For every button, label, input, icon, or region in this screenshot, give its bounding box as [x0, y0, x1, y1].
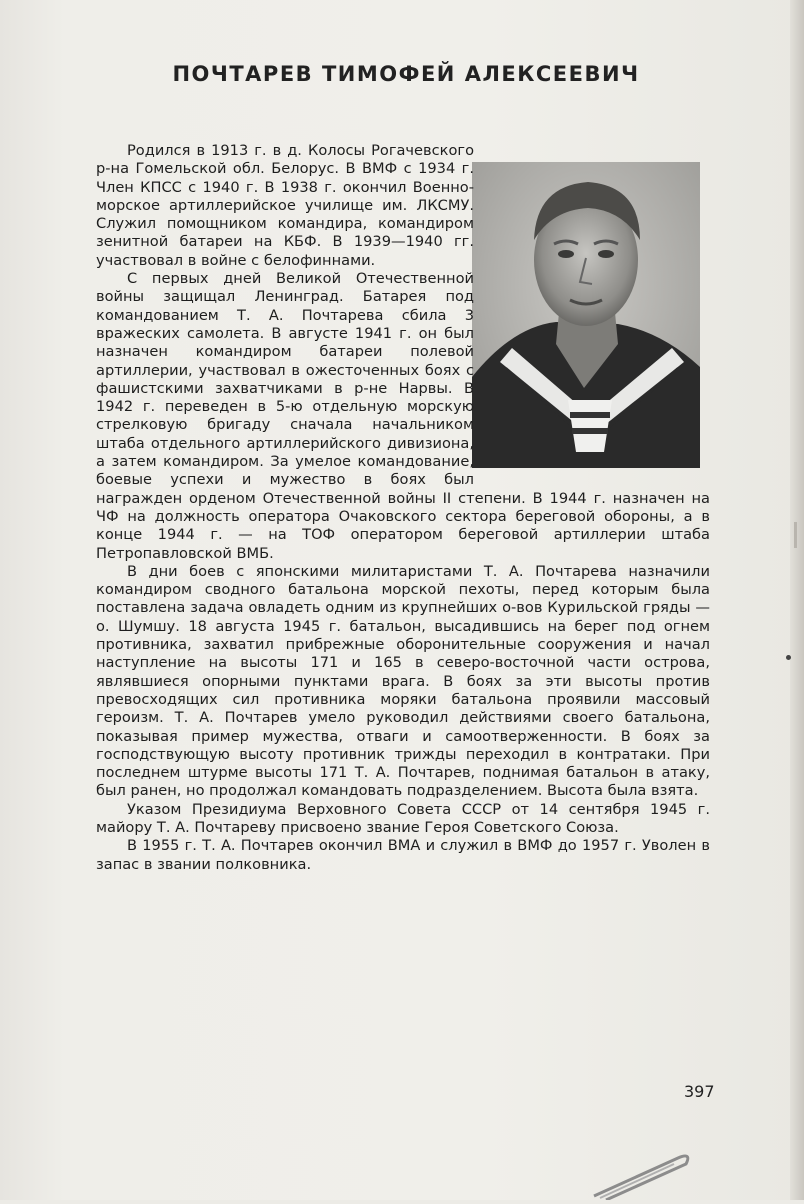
ink-speck [786, 655, 791, 660]
paragraph: В 1955 г. Т. А. Почтарев окончил ВМА и служил в ВМФ до 1957 г. Уволен в запас в звании полковника. [96, 837, 710, 873]
page-title: ПОЧТАРЕВ ТИМОФЕЙ АЛЕКСЕЕВИЧ [172, 62, 640, 86]
paragraph: В дни боев с японскими милитаристами Т. А. Почтарева назначили командиром сводного батальона морской пехоты, перед которым была поставлена задача овладеть одним из крупнейших о-вов Курильской гряды — о. Шумшу. 18 августа 1945 г. батальон, высадившись на берег под огнем противника, захватил прибрежные оборонительные сооружения и начал наступление на высоты 171 и 165 в северо-восточной части острова, являвшиеся опорными пунктами врага. В боях за эти высоты против превосходящих сил противника моряки батальона проявили массовый героизм. Т. А. Почтарев умело руководил действиями своего батальона, показывая пример мужества, отваги и самоотверженности. В боях за господствующую высоту противник трижды переходил в контратаки. При последнем штурме высоты 171 Т. А. Почтарев, поднимая батальон в атаку, был ранен, но продолжал командовать подразделением. Высота была взята. [96, 562, 710, 800]
page-edge-mark [794, 522, 797, 548]
paragraph: Родился в 1913 г. в д. Колосы Рогачевского р-на Гомельской обл. Белорус. В ВМФ с 1934 г. Член КПСС с 1940 г. В 1938 г. окончил Военно-морское артиллерийское училище им. ЛКСМУ. Служил помощником командира, командиром зенитной батареи на КБФ. В 1939—1940 гг. участвовал в войне с белофиннами. [96, 142, 474, 269]
paperclip-icon [586, 1138, 706, 1200]
page-number: 397 [684, 1082, 715, 1101]
article-body [96, 142, 710, 874]
paragraph: Указом Президиума Верховного Совета СССР от 14 сентября 1945 г. майору Т. А. Почтареву присвоено звание Героя Советского Союза. [96, 800, 710, 836]
paragraph: С первых дней Великой Отечественной войны защищал Ленинград. Батарея под командованием Т. А. Почтарева сбила 3 вражеских самолета. В августе 1941 г. он был назначен командиром батареи полевой артиллерии, участвовал в ожесточенных боях с фашистскими захватчиками в р-не Нарвы. В 1942 г. переведен в 5-ю отдельную морскую стрелковую бригаду сначала начальником штаба отдельного артиллерийского дивизиона, а затем командиром. За умелое командование, боевые успехи и мужество в боях был награжден орденом Отечественной войны II степени. В 1944 г. назначен на ЧФ на должность оператора Очаковского сектора береговой обороны, а в конце 1944 г. — на ТОФ оператором береговой артиллерии штаба Петропавловской ВМБ. [96, 270, 710, 562]
page-spine-shadow [790, 0, 804, 1200]
photo-space [474, 142, 710, 475]
